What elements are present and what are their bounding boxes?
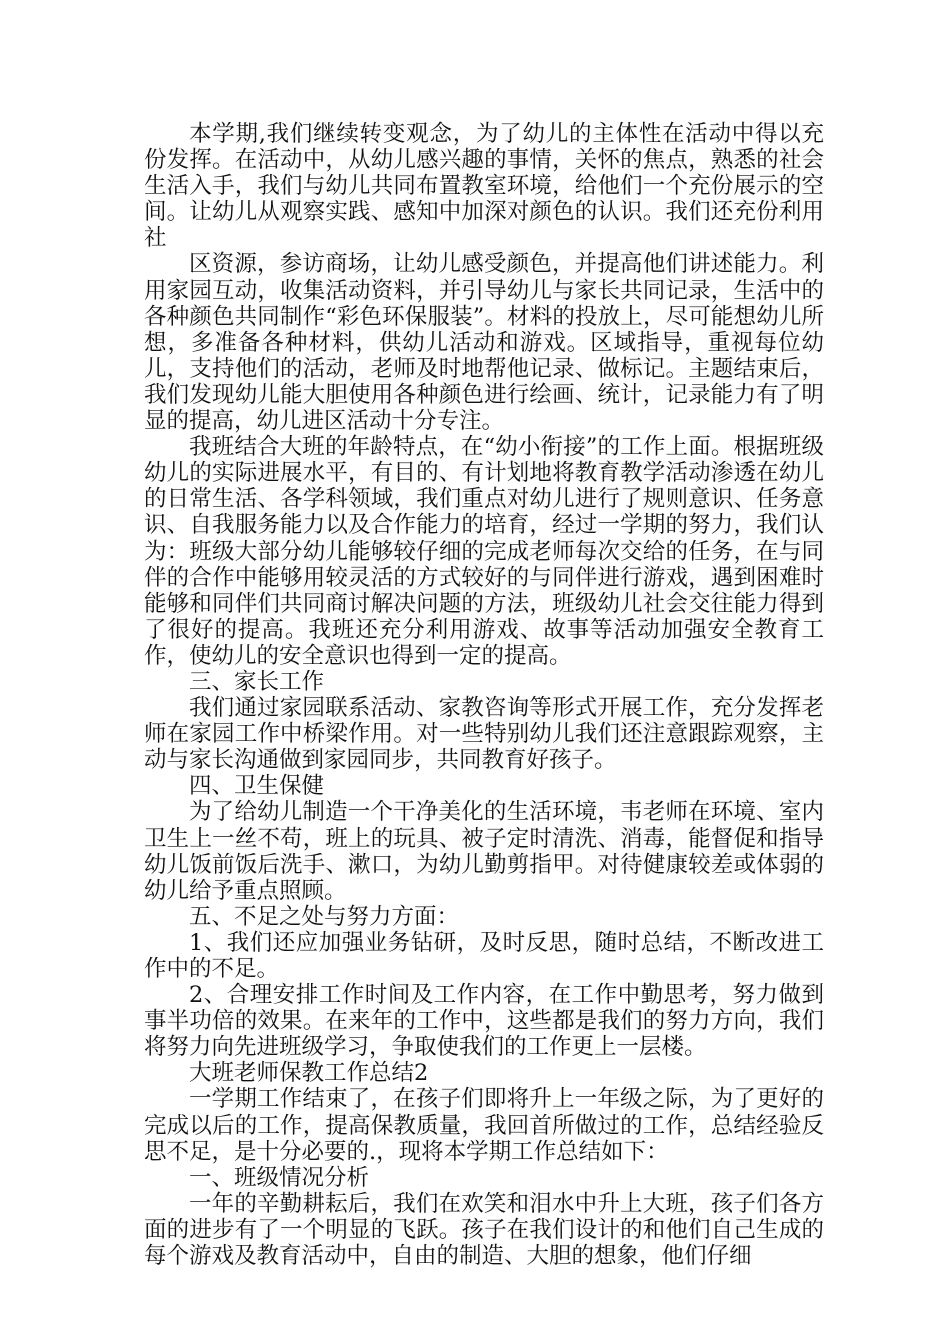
document-subtitle: 大班老师保教工作总结2 bbox=[189, 1060, 429, 1087]
document-page bbox=[144, 121, 824, 1269]
body-paragraph: 我班结合大班的年龄特点，在“幼小衔接”的工作上面。根据班级幼儿的实际进展水平，有目的、有计划地将教育教学活动渗透在幼儿的日常生活、各学科领域，我们重点对幼儿进行了规则意识、任务意识、自我服务能力以及合作能力的培育，经过一学期的努力，我们认为：班级大部分幼儿能够较仔细的完成老师每次交给的任务，在与同伴的合作中能够用较灵活的方式较好的与同伴进行游戏，遇到困难时能够和同伴们共同商讨解决问题的方法，班级幼儿社会交往能力得到了很好的提高。我班还充分利用游戏、故事等活动加强安全教育工作，使幼儿的安全意识也得到一定的提高。 bbox=[144, 434, 824, 669]
body-paragraph: 一学期工作结束了，在孩子们即将升上一年级之际，为了更好的完成以后的工作，提高保教质量，我回首所做过的工作，总结经验反思不足，是十分必要的.，现将本学期工作总结如下： bbox=[144, 1086, 824, 1165]
list-item: 1、我们还应加强业务钻研，及时反思，随时总结，不断改进工作中的不足。 bbox=[144, 929, 824, 982]
list-item: 2、合理安排工作时间及工作内容，在工作中勤思考，努力做到事半功倍的效果。在来年的工作中，这些都是我们的努力方向，我们将努力向先进班级学习，争取使我们的工作更上一层楼。 bbox=[144, 982, 824, 1061]
body-paragraph: 为了给幼儿制造一个干净美化的生活环境，韦老师在环境、室内卫生上一丝不苟，班上的玩具、被子定时清洗、消毒，能督促和指导幼儿饭前饭后洗手、漱口，为幼儿勤剪指甲。对待健康较差或体弱的幼儿给予重点照顾。 bbox=[144, 799, 824, 904]
section-heading: 三、家长工作 bbox=[189, 668, 325, 695]
body-paragraph: 本学期,我们继续转变观念，为了幼儿的主体性在活动中得以充份发挥。在活动中，从幼儿感兴趣的事情，关怀的焦点，熟悉的社会生活入手，我们与幼儿共同布置教室环境，给他们一个充份展示的空间。让幼儿从观察实践、感知中加深对颜色的认识。我们还充份利用社 bbox=[144, 121, 824, 252]
body-paragraph: 区资源，参访商场，让幼儿感受颜色，并提高他们讲述能力。利用家园互动，收集活动资料，并引导幼儿与家长共同记录，生活中的各种颜色共同制作“彩色环保服装”。材料的投放上，尽可能想幼儿所想，多准备各种材料，供幼儿活动和游戏。区域指导，重视每位幼儿，支持他们的活动，老师及时地帮他记录、做标记。主题结束后，我们发现幼儿能大胆使用各种颜色进行绘画、统计，记录能力有了明显的提高，幼儿进区活动十分专注。 bbox=[144, 251, 824, 435]
section-heading: 五、不足之处与努力方面： bbox=[189, 903, 460, 930]
body-paragraph: 我们通过家园联系活动、家教咨询等形式开展工作，充分发挥老师在家园工作中桥梁作用。对一些特别幼儿我们还注意跟踪观察，主动与家长沟通做到家园同步，共同教育好孩子。 bbox=[144, 695, 824, 774]
body-paragraph: 一年的辛勤耕耘后，我们在欢笑和泪水中升上大班，孩子们各方面的进步有了一个明显的飞跃。孩子在我们设计的和他们自己生成的每个游戏及教育活动中，自由的制造、大胆的想象，他们仔细 bbox=[144, 1190, 824, 1270]
section-heading: 一、班级情况分析 bbox=[189, 1164, 370, 1191]
section-heading: 四、卫生保健 bbox=[189, 773, 325, 800]
